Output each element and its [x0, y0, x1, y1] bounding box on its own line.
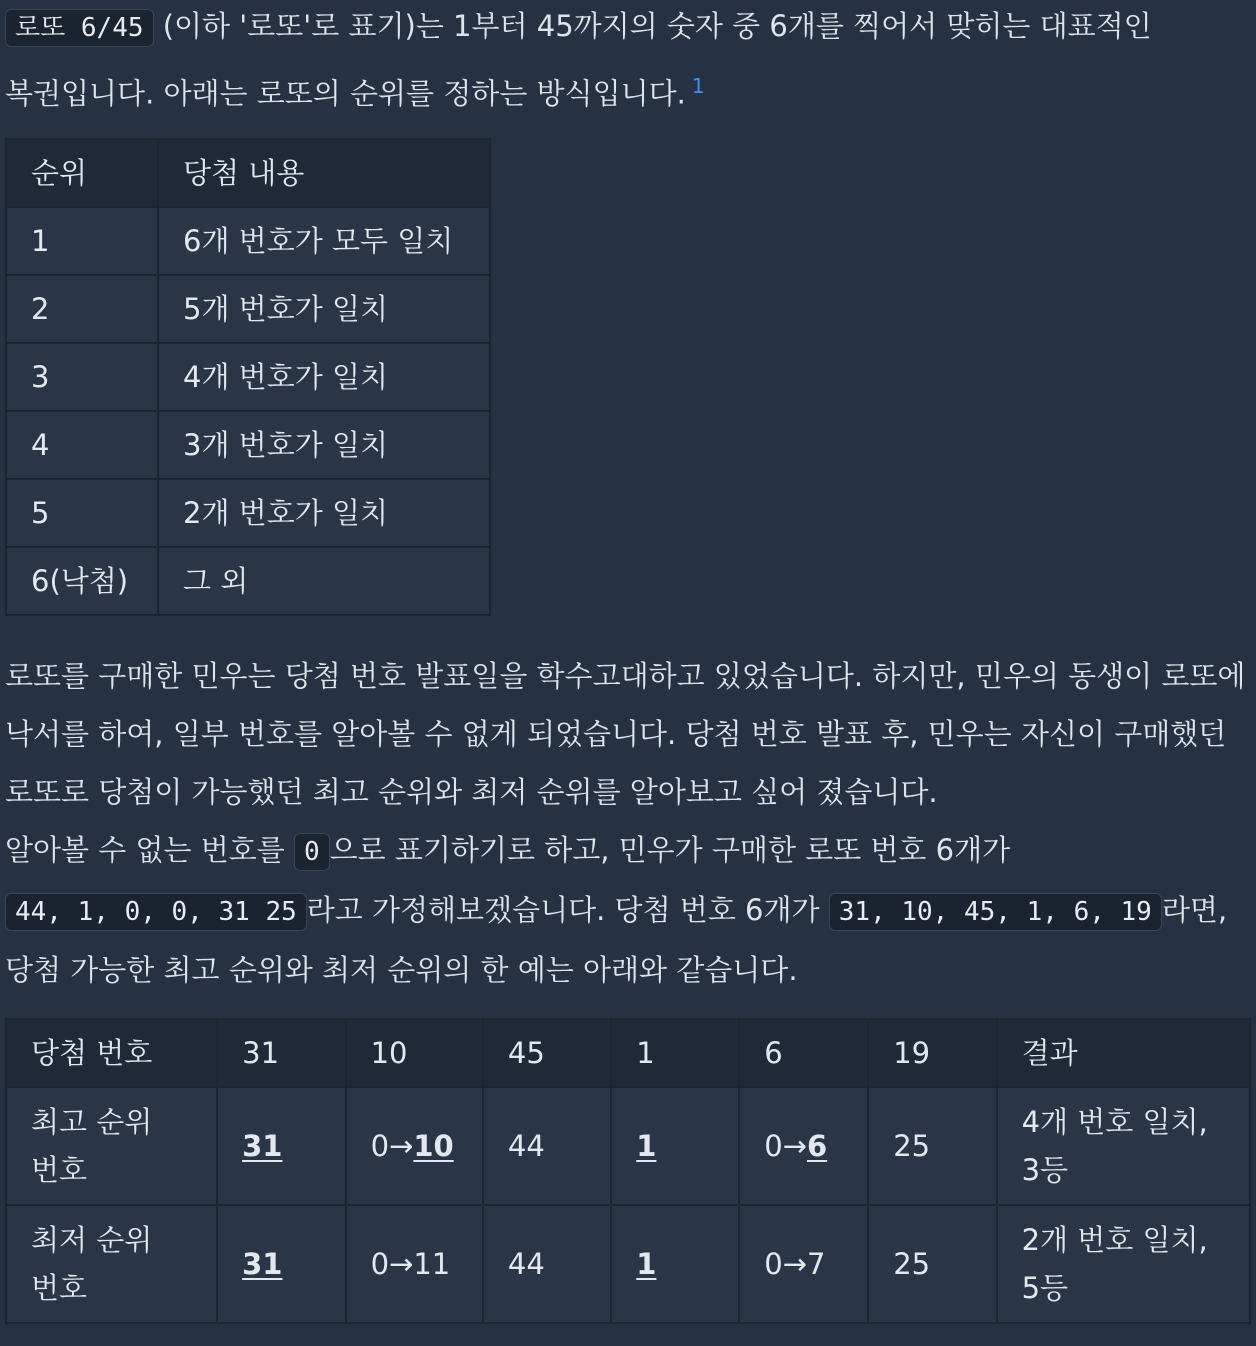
number-cell: [217, 1087, 345, 1205]
rank-desc-cell: 4개 번호가 일치: [158, 343, 490, 411]
worst-label-cell: [6, 1205, 217, 1323]
table-row: [6, 547, 490, 615]
replaced-prefix: 0→: [370, 1129, 414, 1163]
winning-number-cell: 19: [868, 1019, 996, 1087]
number-cell: [739, 1087, 868, 1205]
matched-number: 1: [636, 1247, 657, 1281]
example-table-header: [6, 1019, 1250, 1087]
result-cell: [997, 1205, 1250, 1323]
worst-result: 2개 번호 일치, 5등: [1021, 1223, 1208, 1305]
example-text: 으로 표기하기로 하고, 민우가 구매한 로또 번호 6개가: [329, 833, 1011, 867]
number-cell: 44: [483, 1205, 611, 1323]
table-row: [6, 207, 490, 275]
matched-number: 31: [242, 1129, 283, 1163]
number-cell: 44: [483, 1087, 611, 1205]
example-text: 라고 가정해보겠습니다. 당첨 번호 6개가: [306, 893, 829, 927]
matched-number: 10: [413, 1129, 454, 1163]
rank-table: [5, 138, 491, 616]
lotto-name-code: 로또 6/45: [5, 9, 154, 47]
rank-header-rank: 순위: [6, 139, 158, 207]
number-cell: [346, 1087, 483, 1205]
intro-text: (이하 '로또'로 표기)는 1부터 45까지의 숫자 중 6개를 찍어서 맞히는 대표적인 복권입니다. 아래는 로또의 순위를 정하는 방식입니다.: [5, 9, 1152, 111]
story-paragraph: 로또를 구매한 민우는 당첨 번호 발표일을 학수고대하고 있었습니다. 하지만, 민우의 동생이 로또에 낙서를 하여, 일부 번호를 알아볼 수 없게 되었습니다. 당첨 번호 발표 후, 민우는 자신이 구매했던 로또로 당첨이 가능했던 최고 순위와 최저 순위를 알아보고 싶어 졌습니다.: [5, 659, 1246, 809]
table-row: [6, 1087, 1250, 1205]
best-label-cell: [6, 1087, 217, 1205]
worst-row-label: 최저 순위 번호: [31, 1223, 153, 1305]
unknown-number-code: 0: [294, 833, 330, 871]
best-row-label: 최고 순위 번호: [31, 1105, 153, 1187]
number-cell: 25: [868, 1087, 996, 1205]
winning-number-cell: 10: [346, 1019, 483, 1087]
number-cell: 25: [868, 1205, 996, 1323]
example-paragraph: [5, 821, 1251, 999]
winning-numbers-label: 당첨 번호: [6, 1019, 217, 1087]
rank-cell: 3: [6, 343, 158, 411]
matched-number: 1: [636, 1129, 657, 1163]
winning-numbers-code: 31, 10, 45, 1, 6, 19: [829, 893, 1162, 931]
rank-desc-cell: 6개 번호가 모두 일치: [158, 207, 490, 275]
story-section: [5, 647, 1251, 999]
table-row: [6, 1205, 1250, 1323]
number-cell: 0→7: [739, 1205, 868, 1323]
example-text: 라면, 당첨 가능한 최고 순위와 최저 순위의 한 예는 아래와 같습니다.: [5, 893, 1228, 987]
number-cell: [611, 1087, 739, 1205]
rank-desc-cell: 3개 번호가 일치: [158, 411, 490, 479]
rank-cell: 2: [6, 275, 158, 343]
result-header: 결과: [997, 1019, 1250, 1087]
winning-number-cell: 1: [611, 1019, 739, 1087]
number-cell: 0→11: [346, 1205, 483, 1323]
result-cell: [997, 1087, 1250, 1205]
table-row: [6, 343, 490, 411]
winning-number-cell: 31: [217, 1019, 345, 1087]
rank-desc-cell: 2개 번호가 일치: [158, 479, 490, 547]
table-row: [6, 411, 490, 479]
rank-desc-cell: 5개 번호가 일치: [158, 275, 490, 343]
matched-number: 6: [806, 1129, 828, 1163]
example-text: 알아볼 수 없는 번호를: [5, 833, 294, 867]
rank-desc-cell: 그 외: [158, 547, 490, 615]
footnote-link[interactable]: 1: [691, 74, 705, 98]
number-cell: [611, 1205, 739, 1323]
rank-cell: 1: [6, 207, 158, 275]
rank-cell: 6(낙첨): [6, 547, 158, 615]
example-table: [5, 1018, 1251, 1324]
table-row: [6, 479, 490, 547]
winning-number-cell: 6: [739, 1019, 868, 1087]
matched-number: 31: [242, 1247, 283, 1281]
table-row: [6, 275, 490, 343]
number-cell: [217, 1205, 345, 1323]
intro-paragraph: [5, 0, 1251, 123]
rank-cell: 5: [6, 479, 158, 547]
rank-table-header: [6, 139, 490, 207]
winning-number-cell: 45: [483, 1019, 611, 1087]
rank-header-content: 당첨 내용: [158, 139, 490, 207]
rank-cell: 4: [6, 411, 158, 479]
purchased-numbers-code: 44, 1, 0, 0, 31 25: [5, 893, 307, 931]
best-result: 4개 번호 일치, 3등: [1021, 1105, 1208, 1187]
replaced-prefix: 0→: [764, 1129, 807, 1163]
